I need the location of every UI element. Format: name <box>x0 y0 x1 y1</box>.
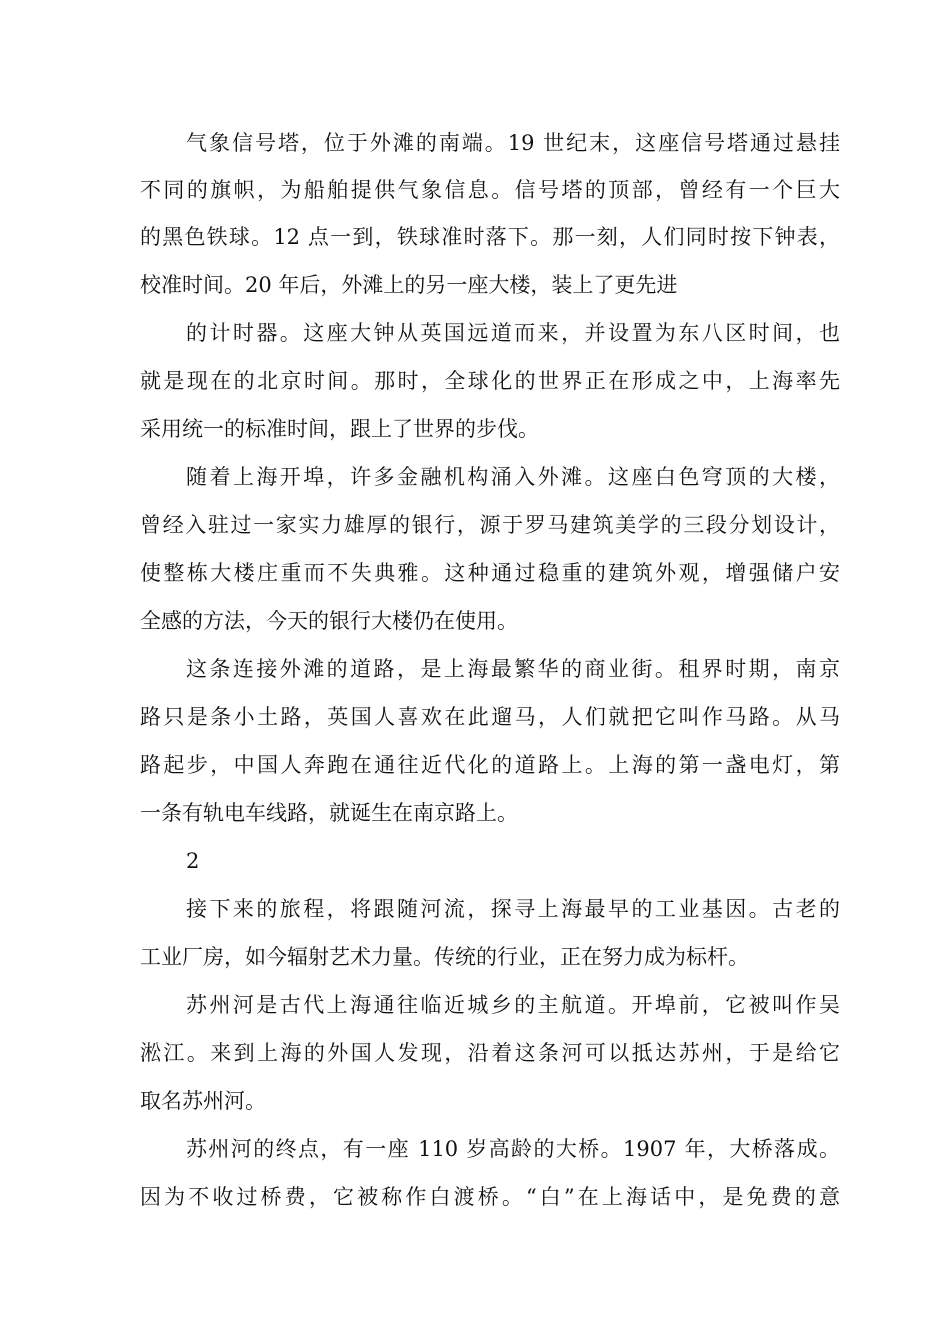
paragraph-1-line-4: 校准时间。20 年后，外滩上的另一座大楼，装上了更先进 <box>140 273 678 297</box>
paragraph-7-line-2: 因为不收过桥费，它被称作白渡桥。“白”在上海话中，是免费的意 <box>140 1185 840 1209</box>
paragraph-3-line-4: 全感的方法，今天的银行大楼仍在使用。 <box>140 609 518 633</box>
paragraph-1-line-1: 气象信号塔，位于外滩的南端。19 世纪末，这座信号塔通过悬挂 <box>186 131 840 155</box>
section-number: 2 <box>186 849 200 873</box>
paragraph-6-line-3: 取名苏州河。 <box>140 1089 266 1113</box>
paragraph-3-line-3: 使整栋大楼庄重而不失典雅。这种通过稳重的建筑外观，增强储户安 <box>140 561 840 585</box>
paragraph-4-line-4: 一条有轨电车线路，就诞生在南京路上。 <box>140 801 518 825</box>
paragraph-1-line-2: 不同的旗帜，为船舶提供气象信息。信号塔的顶部，曾经有一个巨大 <box>140 178 840 202</box>
paragraph-5-line-1: 接下来的旅程，将跟随河流，探寻上海最早的工业基因。古老的 <box>186 897 840 921</box>
paragraph-2-line-2: 就是现在的北京时间。那时，全球化的世界正在形成之中，上海率先 <box>140 369 840 393</box>
paragraph-3-line-2: 曾经入驻过一家实力雄厚的银行，源于罗马建筑美学的三段分划设计， <box>140 513 840 537</box>
paragraph-3-line-1: 随着上海开埠，许多金融机构涌入外滩。这座白色穹顶的大楼， <box>186 465 840 489</box>
paragraph-2-line-1: 的计时器。这座大钟从英国远道而来，并设置为东八区时间，也 <box>186 321 840 345</box>
paragraph-4-line-3: 路起步，中国人奔跑在通往近代化的道路上。上海的第一盏电灯，第 <box>140 753 840 777</box>
paragraph-2-line-3: 采用统一的标准时间，跟上了世界的步伐。 <box>140 417 539 441</box>
paragraph-6-line-2: 淞江。来到上海的外国人发现，沿着这条河可以抵达苏州，于是给它 <box>140 1041 840 1065</box>
paragraph-6-line-1: 苏州河是古代上海通往临近城乡的主航道。开埠前，它被叫作吴 <box>186 993 840 1017</box>
paragraph-7-line-1: 苏州河的终点，有一座 110 岁高龄的大桥。1907 年，大桥落成。 <box>186 1137 840 1161</box>
paragraph-5-line-2: 工业厂房，如今辐射艺术力量。传统的行业，正在努力成为标杆。 <box>140 945 749 969</box>
paragraph-4-line-1: 这条连接外滩的道路，是上海最繁华的商业街。租界时期，南京 <box>186 657 840 681</box>
paragraph-1-line-3: 的黑色铁球。12 点一到，铁球准时落下。那一刻，人们同时按下钟表， <box>140 225 840 249</box>
paragraph-4-line-2: 路只是条小土路，英国人喜欢在此遛马，人们就把它叫作马路。从马 <box>140 705 840 729</box>
